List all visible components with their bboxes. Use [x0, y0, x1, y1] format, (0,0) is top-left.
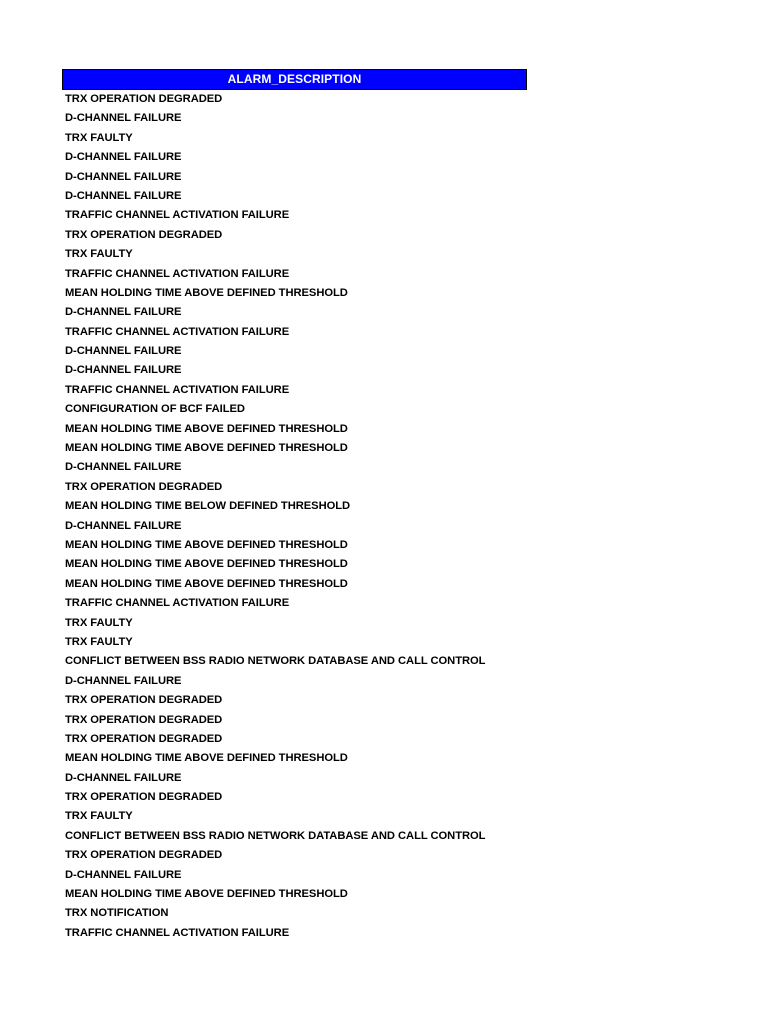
table-row[interactable]: D-CHANNEL FAILURE	[65, 364, 182, 377]
table-row[interactable]: TRAFFIC CHANNEL ACTIVATION FAILURE	[65, 325, 290, 338]
column-header-alarm-description[interactable]: ALARM_DESCRIPTION	[62, 69, 527, 90]
table-row[interactable]: TRX NOTIFICATION	[65, 907, 169, 920]
table-row[interactable]: TRX FAULTY	[65, 131, 133, 144]
table-row[interactable]: MEAN HOLDING TIME ABOVE DEFINED THRESHOLD	[65, 422, 348, 435]
table-row[interactable]: MEAN HOLDING TIME ABOVE DEFINED THRESHOLD	[65, 888, 348, 901]
table-row[interactable]: CONFIGURATION OF BCF FAILED	[65, 403, 245, 416]
table-row[interactable]: D-CHANNEL FAILURE	[65, 345, 182, 358]
table-row[interactable]: TRX OPERATION DEGRADED	[65, 713, 223, 726]
table-row[interactable]: D-CHANNEL FAILURE	[65, 519, 182, 532]
table-row[interactable]: TRX OPERATION DEGRADED	[65, 694, 223, 707]
table-row[interactable]: D-CHANNEL FAILURE	[65, 868, 182, 881]
table-row[interactable]: TRAFFIC CHANNEL ACTIVATION FAILURE	[65, 926, 290, 939]
table-row[interactable]: TRAFFIC CHANNEL ACTIVATION FAILURE	[65, 383, 290, 396]
table-row[interactable]: D-CHANNEL FAILURE	[65, 189, 182, 202]
table-row[interactable]: D-CHANNEL FAILURE	[65, 771, 182, 784]
alarm-list	[62, 90, 527, 943]
table-row[interactable]: MEAN HOLDING TIME ABOVE DEFINED THRESHOLD	[65, 442, 348, 455]
alarm-table	[62, 69, 527, 943]
table-row[interactable]: MEAN HOLDING TIME ABOVE DEFINED THRESHOLD	[65, 558, 348, 571]
table-row[interactable]: D-CHANNEL FAILURE	[65, 151, 182, 164]
table-row[interactable]: MEAN HOLDING TIME ABOVE DEFINED THRESHOLD	[65, 752, 348, 765]
table-row[interactable]: D-CHANNEL FAILURE	[65, 674, 182, 687]
table-row[interactable]: D-CHANNEL FAILURE	[65, 306, 182, 319]
table-row[interactable]: TRX FAULTY	[65, 248, 133, 261]
table-row[interactable]: D-CHANNEL FAILURE	[65, 170, 182, 183]
table-row[interactable]: TRX FAULTY	[65, 810, 133, 823]
table-row[interactable]: TRX OPERATION DEGRADED	[65, 93, 223, 105]
table-row[interactable]: MEAN HOLDING TIME ABOVE DEFINED THRESHOLD	[65, 286, 348, 299]
table-row[interactable]: TRX OPERATION DEGRADED	[65, 480, 223, 493]
table-row[interactable]: D-CHANNEL FAILURE	[65, 461, 182, 474]
table-row[interactable]: CONFLICT BETWEEN BSS RADIO NETWORK DATABASE AND CALL CONTROL	[65, 655, 486, 668]
table-row[interactable]: TRX FAULTY	[65, 635, 133, 648]
table-row[interactable]: TRX OPERATION DEGRADED	[65, 849, 223, 862]
table-row[interactable]: TRAFFIC CHANNEL ACTIVATION FAILURE	[65, 267, 290, 280]
table-row[interactable]: TRX OPERATION DEGRADED	[65, 791, 223, 804]
table-row[interactable]: TRX FAULTY	[65, 616, 133, 629]
table-row[interactable]: MEAN HOLDING TIME ABOVE DEFINED THRESHOLD	[65, 577, 348, 590]
table-row[interactable]: TRX OPERATION DEGRADED	[65, 228, 223, 241]
table-row[interactable]: TRAFFIC CHANNEL ACTIVATION FAILURE	[65, 209, 290, 222]
table-row[interactable]: MEAN HOLDING TIME ABOVE DEFINED THRESHOLD	[65, 538, 348, 551]
table-row[interactable]: TRAFFIC CHANNEL ACTIVATION FAILURE	[65, 597, 290, 610]
table-row[interactable]: D-CHANNEL FAILURE	[65, 112, 182, 125]
table-row[interactable]: TRX OPERATION DEGRADED	[65, 732, 223, 745]
table-row[interactable]: CONFLICT BETWEEN BSS RADIO NETWORK DATABASE AND CALL CONTROL	[65, 829, 486, 842]
table-row[interactable]: MEAN HOLDING TIME BELOW DEFINED THRESHOLD	[65, 500, 351, 513]
